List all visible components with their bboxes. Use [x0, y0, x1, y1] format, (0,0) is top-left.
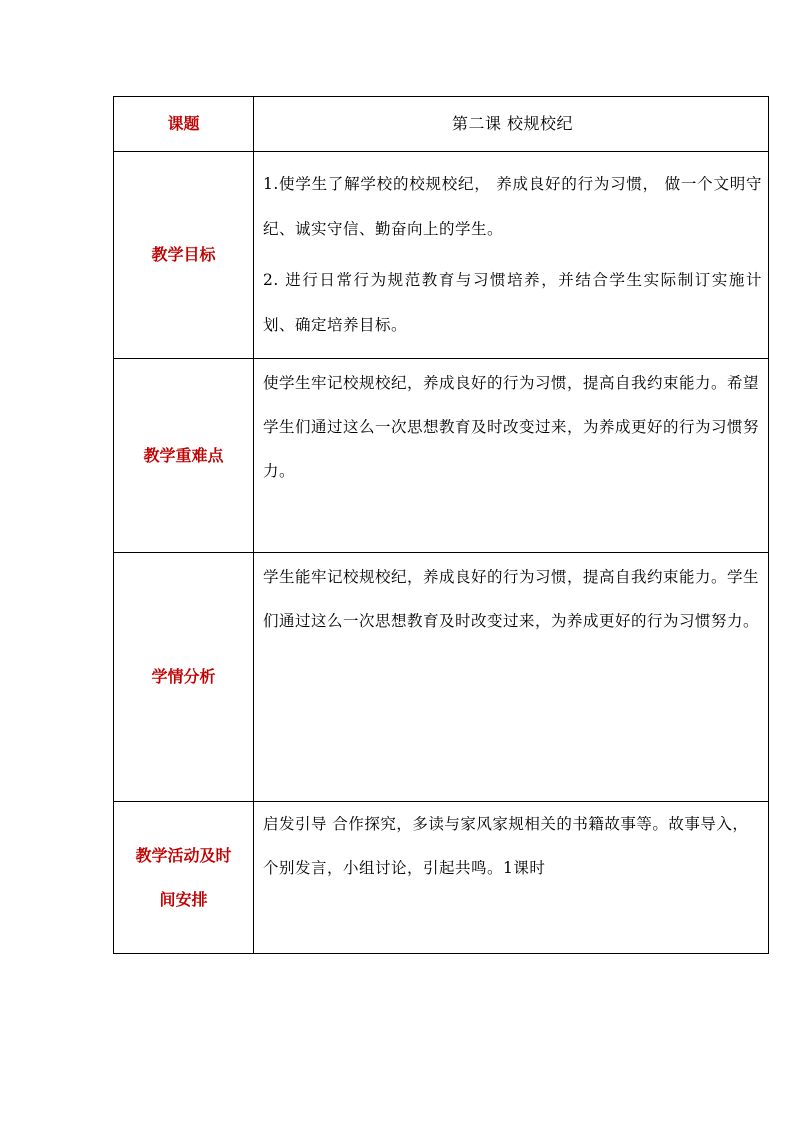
learner-analysis-text: 学生能牢记校规校纪，养成良好的行为习惯，提高自我约束能力。学生们通过这么一次思想教育及时改变过来，为养成更好的行为习惯努力。 [263, 568, 760, 630]
key-difficulties-label: 教学重难点 [114, 359, 254, 553]
lesson-plan-table [113, 96, 769, 954]
table-row-title [114, 97, 769, 152]
objective-item-2: 2. 进行日常行为规范教育与习惯培养，并结合学生实际制订实施计划、确定培养目标。 [263, 271, 762, 334]
table-row-objectives [114, 152, 769, 359]
table-row-activities [114, 802, 769, 954]
key-difficulties-content [254, 359, 769, 553]
activities-text: 启发引导 合作探究，多读与家风家规相关的书籍故事等。故事导入，个别发言，小组讨论，引起共鸣。1课时 [263, 815, 749, 877]
objectives-label: 教学目标 [114, 152, 254, 359]
objectives-content [254, 152, 769, 359]
objective-item-1: 1.使学生了解学校的校规校纪， 养成良好的行为习惯， 做一个文明守纪、诚实守信、勤奋向上的学生。 [263, 175, 762, 238]
activities-label-line-2: 间安排 [159, 889, 208, 909]
learner-analysis-label: 学情分析 [114, 553, 254, 802]
title-label: 课题 [114, 97, 254, 152]
table-row-learner-analysis [114, 553, 769, 802]
table-row-key-difficulties [114, 359, 769, 553]
learner-analysis-content [254, 553, 769, 802]
activities-content [254, 802, 769, 954]
activities-label [114, 802, 254, 954]
activities-label-line-1: 教学活动及时 [135, 845, 232, 865]
key-difficulties-text: 使学生牢记校规校纪，养成良好的行为习惯，提高自我约束能力。希望学生们通过这么一次思想教育及时改变过来，为养成更好的行为习惯努力。 [263, 374, 760, 480]
lesson-title: 第二课 校规校纪 [254, 97, 769, 152]
